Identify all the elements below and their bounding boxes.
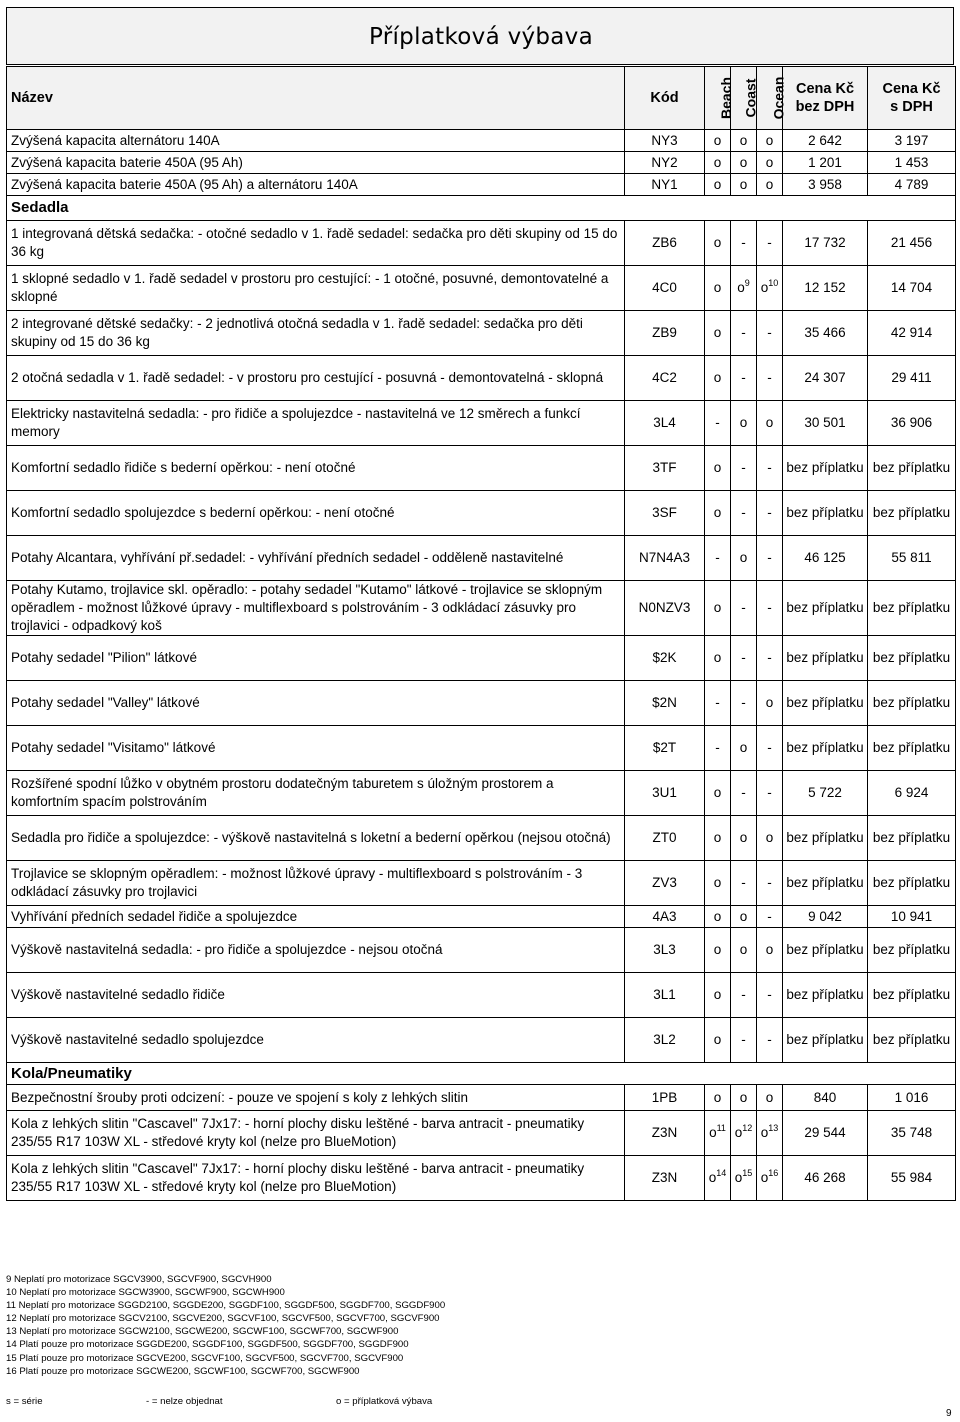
option-name: 1 sklopné sedadlo v 1. řadě sedadel v prostoru pro cestující: - 1 otočné, posuvné, demontovatelné a sklopné: [7, 266, 625, 311]
availability-coast: -: [731, 356, 757, 401]
option-code: 3L1: [625, 973, 705, 1018]
price-net: 5 722: [783, 771, 868, 816]
availability-coast: -: [731, 681, 757, 726]
price-gross: 36 906: [868, 401, 956, 446]
legend-not-orderable: - = nelze objednat: [146, 1396, 223, 1407]
availability-ocean: -: [757, 356, 783, 401]
option-name: Vyhřívání předních sedadel řidiče a spolujezdce: [7, 906, 625, 928]
table-row: [7, 973, 956, 1018]
price-net: 30 501: [783, 401, 868, 446]
option-code: ZB9: [625, 311, 705, 356]
option-code: N0NZV3: [625, 581, 705, 636]
table-row: [7, 928, 956, 973]
availability-ocean: -: [757, 1018, 783, 1063]
availability-beach: o: [705, 771, 731, 816]
availability-ocean: -: [757, 973, 783, 1018]
table-row: [7, 816, 956, 861]
footnote: 12 Neplatí pro motorizace SGCV2100, SGCVE200, SGCVF100, SGCVF500, SGCVF700, SGCVF900: [6, 1313, 440, 1325]
availability-beach: -: [705, 536, 731, 581]
availability-beach: o: [705, 928, 731, 973]
availability-ocean: -: [757, 771, 783, 816]
footnote: 15 Platí pouze pro motorizace SGCVE200, SGCVF100, SGCVF500, SGCVF700, SGCVF900: [6, 1352, 404, 1364]
table-row: [7, 771, 956, 816]
option-code: 3L2: [625, 1018, 705, 1063]
header-beach: Beach: [705, 67, 731, 130]
availability-coast: $o^{12}$: [731, 1111, 757, 1156]
price-net: 17 732: [783, 221, 868, 266]
price-net: bez příplatku: [783, 973, 868, 1018]
header-ocean: Ocean: [757, 67, 783, 130]
price-gross: 55 984: [868, 1156, 956, 1201]
price-gross: bez příplatku: [868, 636, 956, 681]
availability-beach: o: [705, 1018, 731, 1063]
price-gross: bez příplatku: [868, 726, 956, 771]
availability-ocean: o: [757, 681, 783, 726]
table-row: [7, 906, 956, 928]
availability-coast: o: [731, 536, 757, 581]
option-name: Potahy sedadel "Valley" látkové: [7, 681, 625, 726]
availability-ocean: $o^{16}$: [757, 1156, 783, 1201]
option-name: 1 integrovaná dětská sedačka: - otočné sedadlo v 1. řadě sedadel: sedačka pro děti skupiny od 15 do 36 kg: [7, 221, 625, 266]
availability-ocean: o: [757, 174, 783, 196]
option-name: Kola z lehkých slitin "Cascavel" 7Jx17: - horní plochy disku leštěné - barva antracit - pneumatiky 235/55 R17 103W XL - středové kryty kol (nelze pro BlueMotion): [7, 1111, 625, 1156]
availability-ocean: $o^{10}$: [757, 266, 783, 311]
page-number: 9: [946, 1408, 952, 1419]
header-coast: Coast: [731, 67, 757, 130]
price-gross: 1 016: [868, 1085, 956, 1111]
option-name: Potahy sedadel "Visitamo" látkové: [7, 726, 625, 771]
table-row: [7, 174, 956, 196]
price-net: 9 042: [783, 906, 868, 928]
price-net: 24 307: [783, 356, 868, 401]
availability-coast: o: [731, 928, 757, 973]
option-code: 3L4: [625, 401, 705, 446]
option-code: 4C0: [625, 266, 705, 311]
price-gross: bez příplatku: [868, 681, 956, 726]
table-row: [7, 356, 956, 401]
table-row: [7, 536, 956, 581]
legend: [6, 1396, 432, 1407]
table-row: [7, 1085, 956, 1111]
option-name: Komfortní sedadlo spolujezdce s bederní opěrkou: - není otočné: [7, 491, 625, 536]
option-code: 3TF: [625, 446, 705, 491]
availability-ocean: -: [757, 581, 783, 636]
price-net: 46 125: [783, 536, 868, 581]
footnote: 16 Platí pouze pro motorizace SGCWE200, SGCWF100, SGCWF700, SGCWF900: [6, 1365, 360, 1377]
option-code: $2K: [625, 636, 705, 681]
section-row: [7, 1063, 956, 1085]
availability-coast: o: [731, 152, 757, 174]
availability-ocean: -: [757, 861, 783, 906]
availability-ocean: -: [757, 726, 783, 771]
option-name: Výškově nastavitelná sedadla: - pro řidiče a spolujezdce - nejsou otočná: [7, 928, 625, 973]
price-net: 3 958: [783, 174, 868, 196]
option-code: ZT0: [625, 816, 705, 861]
price-net: bez příplatku: [783, 726, 868, 771]
availability-coast: o: [731, 401, 757, 446]
availability-coast: -: [731, 446, 757, 491]
availability-coast: o: [731, 130, 757, 152]
availability-beach: o: [705, 130, 731, 152]
option-name: Bezpečnostní šrouby proti odcizení: - pouze ve spojení s koly z lehkých slitin: [7, 1085, 625, 1111]
availability-beach: o: [705, 446, 731, 491]
footnote: 13 Neplatí pro motorizace SGCW2100, SGCWE200, SGCWF100, SGCWF700, SGCWF900: [6, 1326, 399, 1338]
option-code: 3SF: [625, 491, 705, 536]
footnotes: [6, 1273, 445, 1378]
table-row: [7, 581, 956, 636]
availability-coast: $o^{15}$: [731, 1156, 757, 1201]
availability-beach: o: [705, 581, 731, 636]
price-net: bez příplatku: [783, 816, 868, 861]
price-gross: 3 197: [868, 130, 956, 152]
option-name: Trojlavice se sklopným opěradlem: - možnost lůžkové úpravy - multiflexboard s polstrováním - 3 odkládací zásuvky pro trojlavici: [7, 861, 625, 906]
option-code: ZB6: [625, 221, 705, 266]
table-row: [7, 130, 956, 152]
table-row: [7, 491, 956, 536]
table-row: [7, 401, 956, 446]
option-name: Komfortní sedadlo řidiče s bederní opěrkou: - není otočné: [7, 446, 625, 491]
price-gross: bez příplatku: [868, 1018, 956, 1063]
availability-ocean: -: [757, 446, 783, 491]
option-name: Potahy Alcantara, vyhřívání př.sedadel: - vyhřívání předních sedadel - odděleně nastavitelné: [7, 536, 625, 581]
price-gross: 35 748: [868, 1111, 956, 1156]
price-gross: bez příplatku: [868, 861, 956, 906]
table-row: [7, 1018, 956, 1063]
option-name: Potahy Kutamo, trojlavice skl. opěradlo: - potahy sedadel "Kutamo" látkové - trojlavice se sklopným opěradlem - možnost lůžkové úpravy - multiflexboard s polstrováním - 3 odkládací zásuvky pro trojlavici - odpadkový koš: [7, 581, 625, 636]
page-title: Příplatková výbava: [368, 24, 593, 50]
availability-ocean: o: [757, 928, 783, 973]
availability-ocean: $o^{13}$: [757, 1111, 783, 1156]
availability-coast: -: [731, 221, 757, 266]
price-net: 840: [783, 1085, 868, 1111]
price-net: bez příplatku: [783, 636, 868, 681]
availability-coast: -: [731, 1018, 757, 1063]
option-code: 4A3: [625, 906, 705, 928]
price-gross: bez příplatku: [868, 446, 956, 491]
option-name: Zvýšená kapacita baterie 450A (95 Ah): [7, 152, 625, 174]
option-name: Elektricky nastavitelná sedadla: - pro řidiče a spolujezdce - nastavitelná ve 12 směrech a funkcí memory: [7, 401, 625, 446]
price-net: bez příplatku: [783, 446, 868, 491]
availability-beach: $o^{11}$: [705, 1111, 731, 1156]
price-net: 46 268: [783, 1156, 868, 1201]
section-row: [7, 196, 956, 221]
availability-beach: -: [705, 401, 731, 446]
option-name: Výškově nastavitelné sedadlo řidiče: [7, 973, 625, 1018]
option-code: $2T: [625, 726, 705, 771]
availability-beach: o: [705, 152, 731, 174]
availability-coast: o: [731, 816, 757, 861]
availability-beach: -: [705, 681, 731, 726]
option-code: NY2: [625, 152, 705, 174]
availability-ocean: -: [757, 636, 783, 681]
table-header-row: [7, 67, 956, 130]
table-row: [7, 681, 956, 726]
header-code: Kód: [625, 67, 705, 130]
price-net: bez příplatku: [783, 491, 868, 536]
availability-coast: -: [731, 491, 757, 536]
availability-beach: o: [705, 816, 731, 861]
price-gross: 21 456: [868, 221, 956, 266]
options-table: [6, 66, 956, 1201]
footnote: 9 Neplatí pro motorizace SGCV3900, SGCVF900, SGCVH900: [6, 1274, 272, 1285]
option-name: 2 integrované dětské sedačky: - 2 jednotlivá otočná sedadla v 1. řadě sedadel: sedačka pro děti skupiny od 15 do 36 kg: [7, 311, 625, 356]
availability-ocean: o: [757, 816, 783, 861]
availability-beach: $o^{14}$: [705, 1156, 731, 1201]
title-box: [6, 7, 954, 65]
option-name: Kola z lehkých slitin "Cascavel" 7Jx17: - horní plochy disku leštěné - barva antracit - pneumatiky 235/55 R17 103W XL - středové kryty kol (nelze pro BlueMotion): [7, 1156, 625, 1201]
option-name: Výškově nastavitelné sedadlo spolujezdce: [7, 1018, 625, 1063]
availability-coast: -: [731, 311, 757, 356]
section-heading: Sedadla: [7, 196, 956, 221]
table-row: [7, 861, 956, 906]
option-code: NY1: [625, 174, 705, 196]
price-net: bez příplatku: [783, 861, 868, 906]
table-row: [7, 221, 956, 266]
availability-beach: o: [705, 311, 731, 356]
option-code: 1PB: [625, 1085, 705, 1111]
price-gross: 4 789: [868, 174, 956, 196]
price-gross: 29 411: [868, 356, 956, 401]
availability-coast: o: [731, 906, 757, 928]
price-gross: 55 811: [868, 536, 956, 581]
availability-beach: o: [705, 491, 731, 536]
table-row: [7, 1111, 956, 1156]
availability-ocean: o: [757, 1085, 783, 1111]
price-net: 2 642: [783, 130, 868, 152]
price-gross: bez příplatku: [868, 491, 956, 536]
option-code: N7N4A3: [625, 536, 705, 581]
price-gross: 6 924: [868, 771, 956, 816]
price-gross: bez příplatku: [868, 581, 956, 636]
availability-ocean: -: [757, 491, 783, 536]
table-row: [7, 726, 956, 771]
option-code: Z3N: [625, 1156, 705, 1201]
header-name: Název: [7, 67, 625, 130]
availability-coast: -: [731, 973, 757, 1018]
availability-ocean: o: [757, 401, 783, 446]
price-net: 1 201: [783, 152, 868, 174]
price-net: bez příplatku: [783, 928, 868, 973]
option-name: Zvýšená kapacita alternátoru 140A: [7, 130, 625, 152]
availability-beach: o: [705, 174, 731, 196]
table-row: [7, 311, 956, 356]
price-gross: bez příplatku: [868, 816, 956, 861]
option-code: 4C2: [625, 356, 705, 401]
availability-beach: o: [705, 906, 731, 928]
legend-optional: o = příplatková výbava: [336, 1396, 433, 1407]
availability-coast: o: [731, 726, 757, 771]
option-name: Potahy sedadel "Pilion" látkové: [7, 636, 625, 681]
availability-coast: o: [731, 1085, 757, 1111]
price-net: bez příplatku: [783, 581, 868, 636]
price-net: bez příplatku: [783, 681, 868, 726]
availability-coast: -: [731, 861, 757, 906]
table-row: [7, 446, 956, 491]
footnote: 14 Platí pouze pro motorizace SGGDE200, SGGDF100, SGGDF500, SGGDF700, SGGDF900: [6, 1339, 409, 1351]
price-net: bez příplatku: [783, 1018, 868, 1063]
header-price-gross: Cena Kč s DPH: [868, 67, 956, 130]
option-code: ZV3: [625, 861, 705, 906]
option-code: 3U1: [625, 771, 705, 816]
option-code: $2N: [625, 681, 705, 726]
availability-beach: o: [705, 266, 731, 311]
price-gross: 10 941: [868, 906, 956, 928]
price-gross: 1 453: [868, 152, 956, 174]
option-code: Z3N: [625, 1111, 705, 1156]
table-row: [7, 1156, 956, 1201]
option-name: Zvýšená kapacita baterie 450A (95 Ah) a alternátoru 140A: [7, 174, 625, 196]
availability-beach: -: [705, 726, 731, 771]
availability-beach: o: [705, 973, 731, 1018]
price-net: 35 466: [783, 311, 868, 356]
availability-beach: o: [705, 221, 731, 266]
availability-coast: o: [731, 174, 757, 196]
availability-ocean: o: [757, 152, 783, 174]
availability-coast: -: [731, 636, 757, 681]
availability-ocean: -: [757, 536, 783, 581]
legend-serie: s = série: [6, 1396, 43, 1407]
option-name: Rozšířené spodní lůžko v obytném prostoru dodatečným taburetem s úložným prostorem a komfortním spacím polstrováním: [7, 771, 625, 816]
table-row: [7, 636, 956, 681]
availability-beach: o: [705, 1085, 731, 1111]
price-gross: bez příplatku: [868, 973, 956, 1018]
availability-beach: o: [705, 356, 731, 401]
availability-coast: -: [731, 771, 757, 816]
table-row: [7, 266, 956, 311]
option-code: NY3: [625, 130, 705, 152]
availability-ocean: -: [757, 311, 783, 356]
price-net: 29 544: [783, 1111, 868, 1156]
availability-ocean: o: [757, 130, 783, 152]
option-name: 2 otočná sedadla v 1. řadě sedadel: - v prostoru pro cestující - posuvná - demontovatelná - sklopná: [7, 356, 625, 401]
price-net: 12 152: [783, 266, 868, 311]
price-gross: bez příplatku: [868, 928, 956, 973]
availability-coast: $o^9$: [731, 266, 757, 311]
availability-beach: o: [705, 861, 731, 906]
footnote: 11 Neplatí pro motorizace SGGD2100, SGGDE200, SGGDF100, SGGDF500, SGGDF700, SGGDF900: [6, 1300, 446, 1312]
footnote: 10 Neplatí pro motorizace SGCW3900, SGCWF900, SGCWH900: [6, 1287, 285, 1299]
option-name: Sedadla pro řidiče a spolujezdce: - výškově nastavitelná s loketní a bederní opěrkou (nejsou otočná): [7, 816, 625, 861]
price-gross: 14 704: [868, 266, 956, 311]
header-price-net: Cena Kč bez DPH: [783, 67, 868, 130]
price-gross: 42 914: [868, 311, 956, 356]
availability-beach: o: [705, 636, 731, 681]
availability-coast: -: [731, 581, 757, 636]
availability-ocean: -: [757, 906, 783, 928]
option-code: 3L3: [625, 928, 705, 973]
availability-ocean: -: [757, 221, 783, 266]
table-row: [7, 152, 956, 174]
section-heading: Kola/Pneumatiky: [7, 1063, 956, 1085]
